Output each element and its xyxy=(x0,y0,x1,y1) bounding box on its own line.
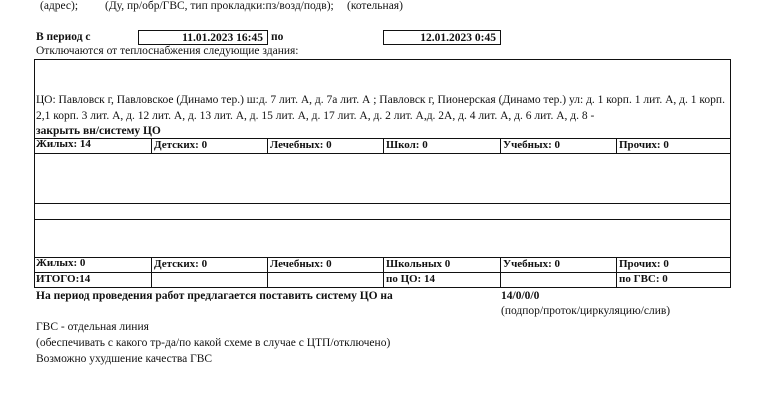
proposal-legend: (подпор/проток/циркуляцию/слив) xyxy=(501,305,671,317)
total-gvs: по ГВС: 0 xyxy=(619,273,668,285)
count-educational-2: Учебных: 0 xyxy=(503,258,560,270)
period-from-field[interactable]: 11.01.2023 16:45 xyxy=(138,30,268,45)
address-caption: (адрес); xyxy=(40,0,79,12)
total-count: ИТОГО:14 xyxy=(36,273,91,285)
count-residential-2: Жилых: 0 xyxy=(36,257,86,269)
buildings-table xyxy=(34,59,731,288)
count-educational: Учебных: 0 xyxy=(503,139,560,151)
total-co: по ЦО: 14 xyxy=(386,273,435,285)
co-action-text: закрыть вн/систему ЦО xyxy=(36,125,161,137)
count-schools-2: Школьных 0 xyxy=(386,258,451,270)
co-address-text: ЦО: Павловск г, Павловское (Динамо тер.) ш:д. 7 лит. А, д. 7а лит. А ; Павловск г, Пионерская (Динамо тер.) ул: д. 1 корп. 1 лит. А, д. 1 корп. 2,1 корп. 3 лит. А, д. 12 лит. А, д. 13 лит. А, д. 15 лит. А, д. 17 лит. А, д. 2 лит. А,д. 2А, д. 4 лит. А, д. 6 лит. А, д. 8 - xyxy=(36,94,725,122)
disconnect-caption: Отключаются от теплоснабжения следующие здания: xyxy=(36,45,299,57)
gvs-quality-note: Возможно ухудшение качества ГВС xyxy=(36,353,213,365)
proposal-value: 14/0/0/0 xyxy=(501,290,540,302)
period-to-field[interactable]: 12.01.2023 0:45 xyxy=(383,30,501,45)
period-to-label: по xyxy=(271,31,284,43)
co-address-list xyxy=(36,93,726,140)
count-other-2: Прочих: 0 xyxy=(619,258,669,270)
count-other: Прочих: 0 xyxy=(619,139,669,151)
count-children: Детских: 0 xyxy=(154,139,208,151)
divider xyxy=(35,203,730,204)
divider xyxy=(35,219,730,220)
count-schools: Школ: 0 xyxy=(386,139,428,151)
gvs-line: ГВС - отдельная линия xyxy=(36,321,149,333)
count-children-2: Детских: 0 xyxy=(154,258,208,270)
boiler-caption: (котельная) xyxy=(347,0,403,12)
count-medical: Лечебных: 0 xyxy=(270,139,332,151)
params-caption: (Ду, пр/обр/ГВС, тип прокладки:пз/возд/подв); xyxy=(105,0,334,12)
count-medical-2: Лечебных: 0 xyxy=(270,258,332,270)
gvs-scheme-note: (обеспечивать с какого тр-да/по какой схеме в случае с ЦТП/отключено) xyxy=(36,337,391,349)
proposal-text: На период проведения работ предлагается поставить систему ЦО на xyxy=(36,290,393,302)
period-label: В период с xyxy=(36,31,91,43)
divider xyxy=(35,153,730,154)
count-residential: Жилых: 14 xyxy=(36,138,91,150)
